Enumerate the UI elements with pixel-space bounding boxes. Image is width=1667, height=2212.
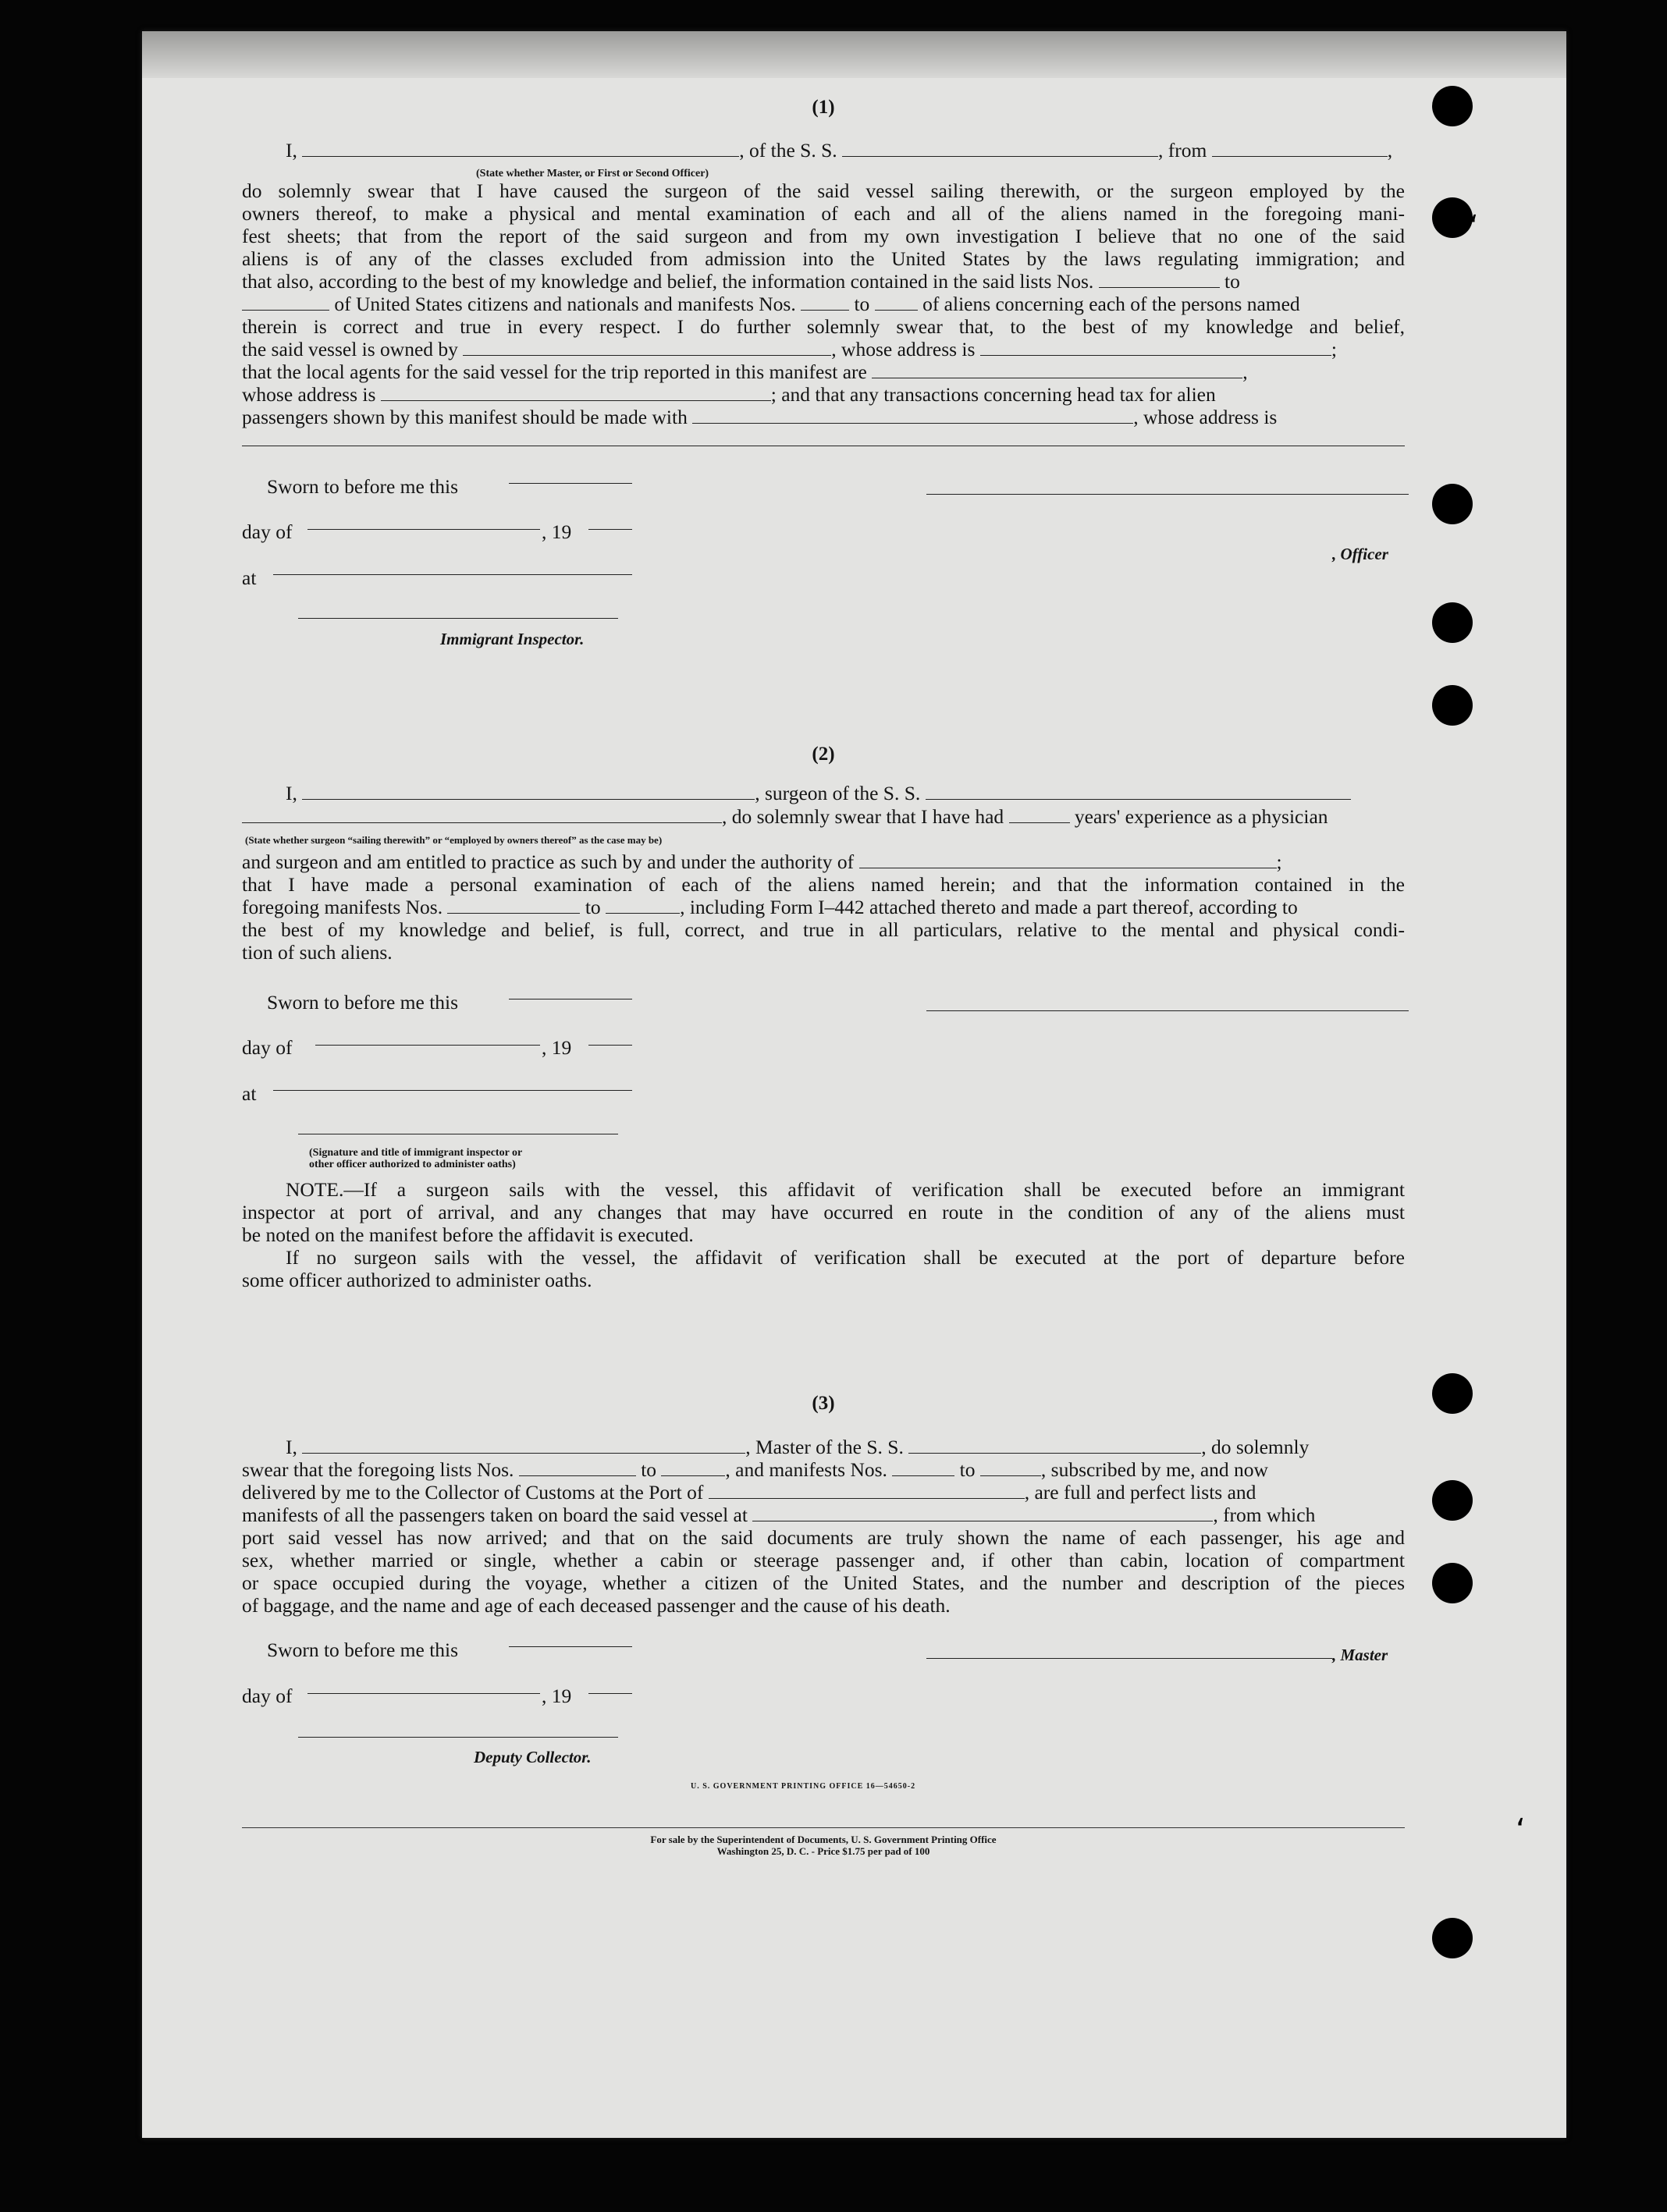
agents-address-field[interactable] — [381, 385, 771, 401]
oath-text-line: sex, whether married or single, whether a cabin or steerage passenger and, if other than cabin, location of compartment — [242, 1549, 1405, 1571]
years-experience-field[interactable] — [1009, 807, 1070, 823]
oath-text-line: of baggage, and the name and age of each deceased passenger and the cause of his death. — [242, 1594, 951, 1617]
sworn-label: Sworn to before me this — [267, 1639, 459, 1661]
year-field[interactable] — [588, 1045, 632, 1046]
list-no-from-field[interactable] — [1099, 272, 1220, 288]
punch-hole — [1432, 1373, 1473, 1414]
oath-line: delivered by me to the Collector of Customs at the Port of , are full and perfect lists and — [242, 1481, 1256, 1504]
signature-title-note: other officer authorized to administer oaths) — [309, 1159, 516, 1170]
officer-label: , Officer — [1332, 545, 1388, 563]
punch-hole — [1432, 602, 1473, 643]
oath-line: manifests of all the passengers taken on board the said vessel at , from which — [242, 1504, 1316, 1526]
note-line: NOTE.—If a surgeon sails with the vessel, this affidavit of verification shall be executed before an immigrant — [286, 1178, 1405, 1201]
practice-authority-field[interactable] — [859, 852, 1277, 868]
head-tax-contact-field[interactable] — [692, 407, 1133, 424]
manifest-to-field[interactable] — [980, 1460, 1041, 1476]
oath-line — [242, 139, 1405, 162]
footer-rule — [242, 1827, 1405, 1828]
departure-port-field[interactable] — [1212, 140, 1388, 157]
oath-text-line — [242, 428, 1405, 451]
at-label: at — [242, 1082, 257, 1105]
punch-hole — [1432, 1563, 1473, 1603]
manifest-to-field[interactable] — [606, 897, 680, 914]
punch-hole — [1432, 197, 1473, 238]
oath-text-line: that also, according to the best of my knowledge and belief, the information contained in the said lists Nos. to — [242, 270, 1240, 293]
sworn-label: Sworn to before me this — [267, 991, 459, 1014]
pencil-tick-mark: ‘ — [1516, 1813, 1526, 1848]
day-of-label: day of — [242, 1685, 293, 1707]
oath-text-line: aliens is of any of the classes excluded from admission into the United States by the laws regulating immigration; and — [242, 247, 1405, 270]
list-no-to-field[interactable] — [242, 294, 329, 311]
vessel-name-field[interactable] — [842, 140, 1158, 157]
oath-text-line: tion of such aliens. — [242, 941, 393, 964]
punch-hole — [1432, 1480, 1473, 1521]
surgeon-status-field[interactable] — [242, 807, 722, 823]
signature-title-note: (Signature and title of immigrant inspector or — [309, 1147, 523, 1159]
footer-address-line: Washington 25, D. C. - Price $1.75 per pad of 100 — [716, 1845, 930, 1857]
year-label: , 19 — [542, 1685, 572, 1707]
surgeon-name-field[interactable] — [302, 783, 755, 800]
section-3-number: (3) — [812, 1393, 835, 1414]
manifest-from-field[interactable] — [892, 1460, 954, 1476]
oath-text-line: port said vessel has now arrived; and that on the said documents are truly shown the name of each passenger, his age and — [242, 1526, 1405, 1549]
master-officer-note: (State whether Master, or First or Second Officer) — [476, 168, 709, 179]
punch-hole — [1432, 1918, 1473, 1958]
manifest-from-field[interactable] — [447, 897, 580, 914]
year-label: , 19 — [542, 520, 572, 543]
oath-line: , do solemnly swear that I have had years' experience as a physician — [242, 805, 1405, 828]
form-page — [142, 31, 1566, 2138]
day-of-label: day of — [242, 520, 293, 543]
day-of-label: day of — [242, 1036, 293, 1059]
head-tax-address-field[interactable] — [242, 430, 1405, 446]
punch-hole — [1432, 484, 1473, 524]
oath-line: I, , surgeon of the S. S. — [242, 782, 1405, 804]
oath-text-line: that I have made a personal examination of each of the aliens named herein; and that the information contained in the — [242, 873, 1405, 896]
immigrant-inspector-label: Immigrant Inspector. — [440, 630, 585, 648]
oath-text-line: therein is correct and true in every respect. I do further solemnly swear that, to the best of my knowledge and belief, — [242, 315, 1405, 338]
note-line: some officer authorized to administer oaths. — [242, 1269, 592, 1291]
sworn-date-field[interactable] — [509, 1646, 632, 1647]
year-field[interactable] — [588, 529, 632, 530]
sworn-date-field[interactable] — [509, 483, 632, 484]
pencil-tick-mark: ‘ — [1469, 209, 1479, 245]
oath-text-line: do solemnly swear that I have caused the surgeon of the said vessel sailing therewith, or the surgeon employed by the — [242, 179, 1405, 202]
scan-top-shadow — [142, 31, 1566, 78]
line-end-comma: , — [1387, 139, 1393, 162]
port-field[interactable] — [709, 1482, 1025, 1499]
oath-text-line: that the local agents for the said vessel for the trip reported in this manifest are , — [242, 360, 1248, 383]
month-field[interactable] — [315, 1045, 540, 1046]
gpo-imprint: U. S. GOVERNMENT PRINTING OFFICE 16—54650-2 — [691, 1782, 916, 1791]
officer-signature-line[interactable] — [926, 494, 1409, 495]
inspector-signature-line[interactable] — [298, 618, 618, 619]
footer-price-line: For sale by the Superintendent of Documents, U. S. Government Printing Office — [650, 1834, 997, 1845]
month-field[interactable] — [307, 1693, 540, 1694]
list-to-field[interactable] — [661, 1460, 725, 1476]
master-signature-line[interactable] — [926, 1658, 1332, 1659]
section-1-number: (1) — [812, 97, 835, 118]
oath-line: I, , Master of the S. S. , do solemnly — [286, 1436, 1310, 1458]
of-ss-label: , of the S. S. — [739, 139, 837, 162]
oath-text-line: foregoing manifests Nos. to , including Form I–442 attached thereto and made a part thereof, according to — [242, 896, 1298, 918]
officer-name-field[interactable] — [302, 140, 739, 157]
oath-text-line: the best of my knowledge and belief, is full, correct, and true in all particulars, relative to the mental and physical condi- — [242, 918, 1405, 941]
oath-text-line: whose address is ; and that any transactions concerning head tax for alien — [242, 383, 1216, 406]
surgeon-vessel-field[interactable] — [926, 783, 1351, 800]
oath-text-line: of United States citizens and nationals and manifests Nos. to of aliens concerning each of the persons named — [242, 293, 1405, 315]
deputy-collector-label: Deputy Collector. — [474, 1748, 592, 1766]
year-field[interactable] — [588, 1693, 632, 1694]
oath-line: and surgeon and am entitled to practice as such by and under the authority of ; — [242, 850, 1282, 873]
punch-hole — [1432, 86, 1473, 126]
at-label: at — [242, 566, 257, 589]
boarding-port-field[interactable] — [752, 1505, 1213, 1521]
note-line: be noted on the manifest before the affidavit is executed. — [242, 1223, 694, 1246]
place-field[interactable] — [273, 574, 632, 575]
oath-text-line: or space occupied during the voyage, whether a citizen of the United States, and the number and description of the pieces — [242, 1571, 1405, 1594]
surgeon-status-note: (State whether surgeon “sailing therewith” or “employed by owners thereof” as the case may be) — [245, 834, 663, 846]
sworn-label: Sworn to before me this — [267, 475, 459, 498]
oath-line: swear that the foregoing lists Nos. to , and manifests Nos. to , subscribed by me, and now — [242, 1458, 1268, 1481]
section-2-number: (2) — [812, 744, 835, 765]
master-name-field[interactable] — [302, 1437, 745, 1454]
owner-field[interactable] — [463, 339, 831, 356]
note-line: inspector at port of arrival, and any changes that may have occurred en route in the condition of any of the aliens must — [242, 1201, 1405, 1223]
master-vessel-field[interactable] — [908, 1437, 1201, 1454]
surgeon-signature-line[interactable] — [926, 1010, 1409, 1011]
oath-text-line: passengers shown by this manifest should be made with , whose address is — [242, 406, 1278, 428]
month-field[interactable] — [307, 529, 540, 530]
oath-text-line: owners thereof, to make a physical and mental examination of each and all of the aliens named in the foregoing mani- — [242, 202, 1405, 225]
year-label: , 19 — [542, 1036, 572, 1059]
manifest-no-to-field[interactable] — [875, 294, 918, 311]
i-label: I, — [286, 139, 297, 162]
note-line: If no surgeon sails with the vessel, the affidavit of verification shall be executed at the port of departure before — [286, 1246, 1405, 1269]
from-label: , from — [1158, 139, 1207, 162]
oath-text-line: fest sheets; that from the report of the said surgeon and from my own investigation I believe that no one of the said — [242, 225, 1405, 247]
punch-hole — [1432, 685, 1473, 726]
local-agents-field[interactable] — [872, 362, 1242, 378]
manifest-no-from-field[interactable] — [801, 294, 849, 311]
master-label: , Master — [1332, 1646, 1388, 1664]
deputy-signature-line[interactable] — [298, 1737, 618, 1738]
list-from-field[interactable] — [519, 1460, 636, 1476]
owner-address-field[interactable] — [980, 339, 1331, 356]
oath-text-line: the said vessel is owned by , whose address is ; — [242, 338, 1337, 360]
place-field[interactable] — [273, 1090, 632, 1091]
